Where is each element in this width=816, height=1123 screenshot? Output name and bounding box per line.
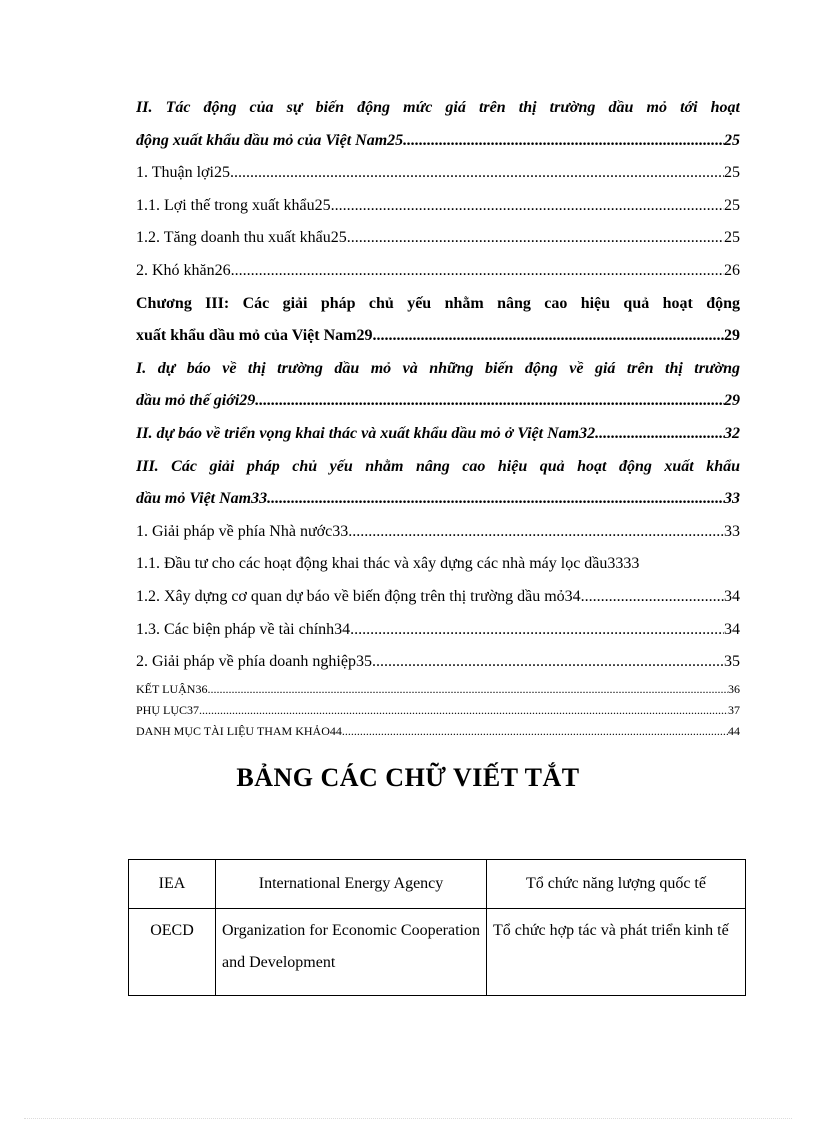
toc-page-number: 32 bbox=[724, 424, 740, 442]
toc-page-number: 25 bbox=[724, 131, 740, 149]
toc-leader-dots bbox=[403, 125, 724, 158]
toc-entry-text: 2. Khó khăn26 bbox=[136, 261, 231, 279]
toc-entry-text: 1.1. Lợi thế trong xuất khẩu25 bbox=[136, 196, 331, 214]
toc-leader-dots bbox=[342, 721, 728, 742]
toc-page-number: 25 bbox=[724, 229, 740, 247]
abbr-english-cell: Organization for Economic Cooperation and Development bbox=[216, 909, 487, 996]
toc-entry[interactable] bbox=[136, 222, 740, 255]
toc-leader-dots bbox=[207, 679, 728, 700]
toc-entry-text: 1.2. Xây dựng cơ quan dự báo về biến động trên thị trường dầu mỏ34 bbox=[136, 587, 581, 605]
toc-entry-text: 1. Giải pháp về phía Nhà nước33 bbox=[136, 522, 349, 540]
toc-entry-text: 1.1. Đầu tư cho các hoạt động khai thác và xây dựng các nhà máy lọc dầu33 bbox=[136, 555, 624, 573]
toc-entry-text: 1.2. Tăng doanh thu xuất khẩu25 bbox=[136, 229, 347, 247]
toc-page-number: 25 bbox=[724, 196, 740, 214]
abbr-code-cell: IEA bbox=[129, 860, 216, 909]
toc-leader-dots bbox=[595, 418, 724, 451]
toc-entry[interactable] bbox=[136, 418, 740, 451]
toc-entry-text: 1. Thuận lợi25 bbox=[136, 164, 230, 182]
toc-entry-text: 1.3. Các biện pháp về tài chính34 bbox=[136, 620, 351, 638]
toc-entry[interactable] bbox=[136, 581, 740, 614]
toc-entry[interactable] bbox=[136, 483, 740, 516]
toc-entry-text: dầu mỏ thế giới29 bbox=[136, 392, 256, 410]
toc-entry-text: II. dự báo về triển vọng khai thác và xuất khẩu dầu mỏ ở Việt Nam32 bbox=[136, 424, 596, 442]
table-row bbox=[129, 909, 746, 996]
toc-entry-text: dầu mỏ Việt Nam33 bbox=[136, 490, 268, 508]
toc-entry[interactable] bbox=[136, 679, 740, 700]
abbr-english-cell: International Energy Agency bbox=[216, 860, 487, 909]
toc-page-number: 34 bbox=[724, 587, 740, 605]
toc-leader-dots bbox=[350, 614, 724, 647]
toc-page-number: 29 bbox=[724, 392, 740, 410]
toc-entry-text: 2. Giải pháp về phía doanh nghiệp35 bbox=[136, 653, 372, 671]
toc-leader-dots bbox=[230, 157, 724, 190]
page-bottom-divider bbox=[24, 1118, 792, 1119]
toc-page-number: 33 bbox=[724, 490, 740, 508]
toc-page-number: 33 bbox=[623, 555, 640, 573]
abbr-vietnamese-cell: Tổ chức năng lượng quốc tế bbox=[487, 860, 746, 909]
toc-leader-dots bbox=[347, 222, 724, 255]
toc-leader-dots bbox=[267, 483, 724, 516]
toc-entry[interactable] bbox=[136, 125, 740, 158]
toc-page-number: 26 bbox=[724, 261, 740, 279]
toc-page-number: 34 bbox=[724, 620, 740, 638]
abbreviations-table bbox=[128, 859, 746, 996]
toc-entry[interactable] bbox=[136, 190, 740, 223]
toc-entry[interactable] bbox=[136, 385, 740, 418]
toc-entry-text: động xuất khẩu dầu mỏ của Việt Nam25 bbox=[136, 131, 404, 149]
toc-entry-text: PHỤ LỤC37 bbox=[136, 702, 200, 717]
toc-entry-text: xuất khẩu dầu mỏ của Việt Nam29 bbox=[136, 327, 373, 345]
toc-entry[interactable] bbox=[136, 614, 740, 647]
abbr-code-cell: OECD bbox=[129, 909, 216, 996]
toc-page-number: 25 bbox=[724, 164, 740, 182]
toc-leader-dots bbox=[255, 385, 724, 418]
toc-page-number: 29 bbox=[724, 327, 740, 345]
toc-page-number: 37 bbox=[728, 702, 740, 717]
toc-page-number: 36 bbox=[728, 681, 740, 696]
toc-entry[interactable] bbox=[136, 320, 740, 353]
toc-entry[interactable] bbox=[136, 700, 740, 721]
toc-entry-wrap: II. Tác động của sự biến động mức giá trên thị trường dầu mỏ tới hoạt bbox=[136, 99, 740, 116]
toc-page-number: 35 bbox=[724, 653, 740, 671]
toc-page-number: 33 bbox=[724, 522, 740, 540]
toc-entry-text: DANH MỤC TÀI LIỆU THAM KHẢO44 bbox=[136, 723, 342, 738]
toc-entry[interactable] bbox=[136, 157, 740, 190]
toc-entry-wrap: Chương III: Các giải pháp chủ yếu nhằm nâng cao hiệu quả hoạt động bbox=[136, 294, 740, 312]
toc-entry[interactable] bbox=[136, 548, 740, 581]
toc-page-number: 44 bbox=[728, 723, 740, 738]
toc-entry[interactable] bbox=[136, 516, 740, 549]
toc-leader-dots bbox=[331, 190, 724, 223]
abbr-vietnamese-cell: Tổ chức hợp tác và phát triển kinh tế bbox=[487, 909, 746, 996]
toc-leader-dots bbox=[199, 700, 728, 721]
toc-entry[interactable] bbox=[136, 646, 740, 679]
toc-entry-text: KẾT LUẬN36 bbox=[136, 681, 208, 696]
abbreviations-title: BẢNG CÁC CHỮ VIẾT TẮT bbox=[236, 763, 580, 792]
table-row bbox=[129, 860, 746, 909]
toc-leader-dots bbox=[348, 516, 724, 549]
toc-entry[interactable] bbox=[136, 255, 740, 288]
toc-entry-wrap: I. dự báo về thị trường dầu mỏ và những biến động về giá trên thị trường bbox=[136, 359, 740, 377]
toc-leader-dots bbox=[372, 320, 724, 353]
table-of-contents bbox=[136, 92, 740, 742]
toc-leader-dots bbox=[372, 646, 724, 679]
toc-leader-dots bbox=[231, 255, 724, 288]
toc-leader-dots bbox=[581, 581, 724, 614]
toc-entry[interactable] bbox=[136, 721, 740, 742]
toc-entry-wrap: III. Các giải pháp chủ yếu nhằm nâng cao hiệu quả hoạt động xuất khẩu bbox=[136, 457, 740, 475]
